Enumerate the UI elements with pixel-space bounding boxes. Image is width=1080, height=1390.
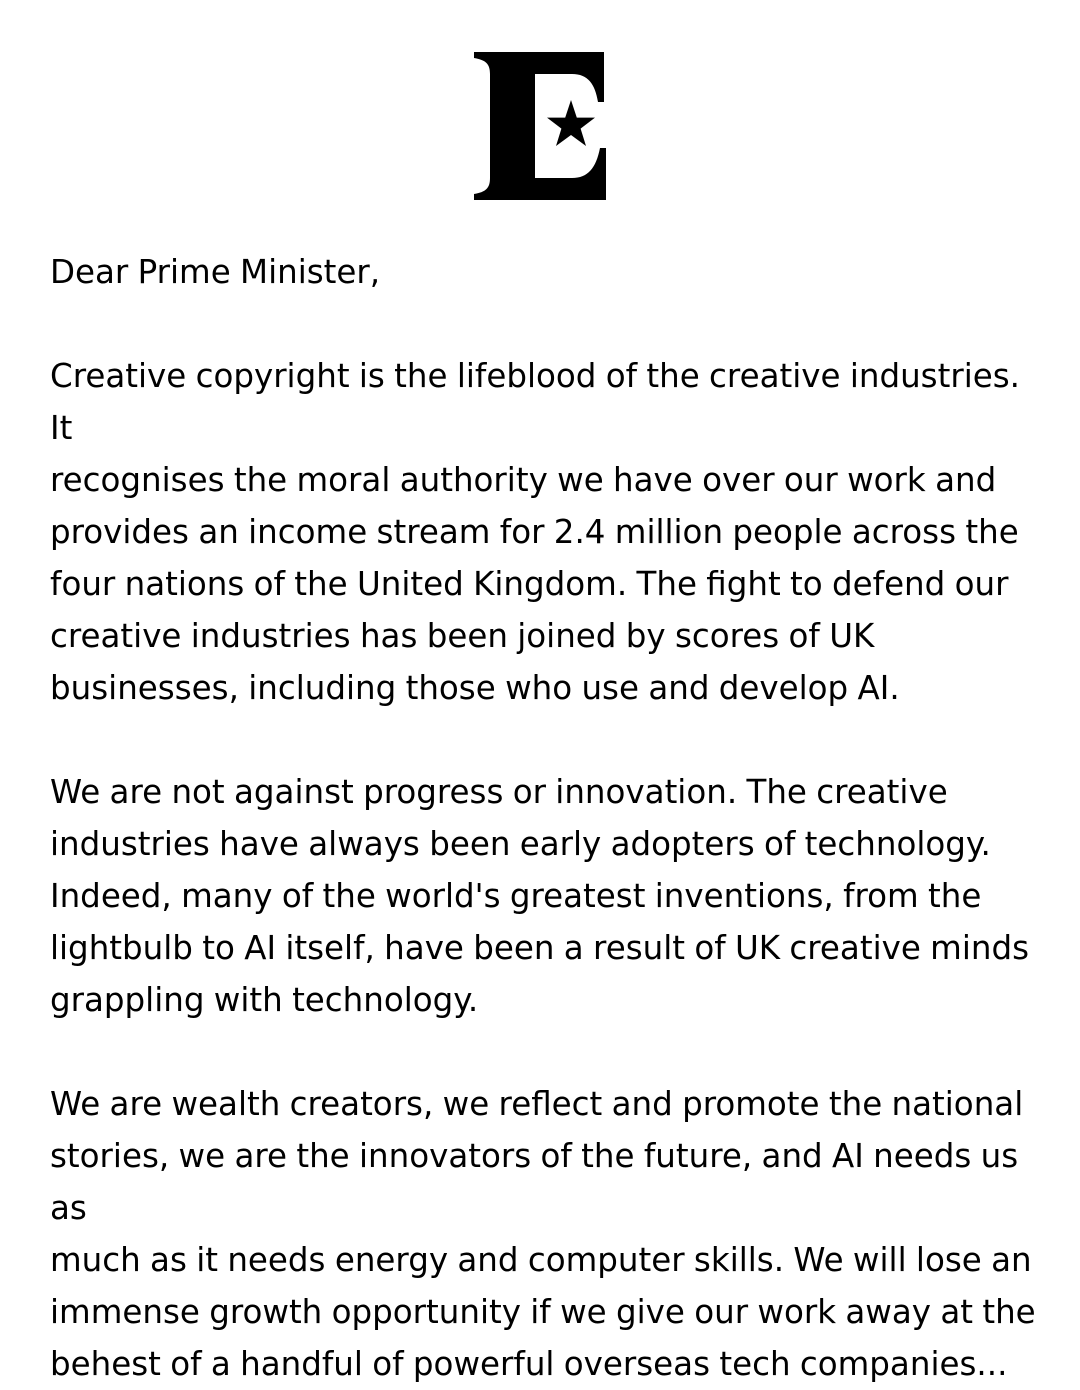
paragraph-wealth-creators: We are wealth creators, we reflect and promote the national stories, we are the innovators of the future, and AI needs us as much as it needs energy and computer skills. We will lose an immense growth opportunity if we give our work away at the behest of a handful of powerful overseas tech companies...: [50, 1085, 1036, 1383]
paragraph-spacer: [50, 1026, 1040, 1078]
paragraph-spacer: [50, 714, 1040, 766]
paragraph-progress: We are not against progress or innovation. The creative industries have always been early adopters of technology. Indeed, many of the world's greatest inventions, from the lightbulb to AI itself, have been a result of UK creative minds grappling with technology.: [50, 773, 1030, 1019]
e-star-logo-icon: [472, 50, 608, 202]
paragraph-copyright: Creative copyright is the lifeblood of the creative industries. It recognises the moral authority we have over our work and provides an income stream for 2.4 million people across the four nations of the United Kingdom. The fight to defend our creative industries has been joined by scores of UK businesses, including those who use and develop AI.: [50, 357, 1020, 707]
letter-body: [50, 246, 1040, 1390]
paragraph-spacer: [50, 298, 1040, 350]
masthead: [0, 50, 1080, 202]
salutation: Dear Prime Minister,: [50, 253, 381, 291]
